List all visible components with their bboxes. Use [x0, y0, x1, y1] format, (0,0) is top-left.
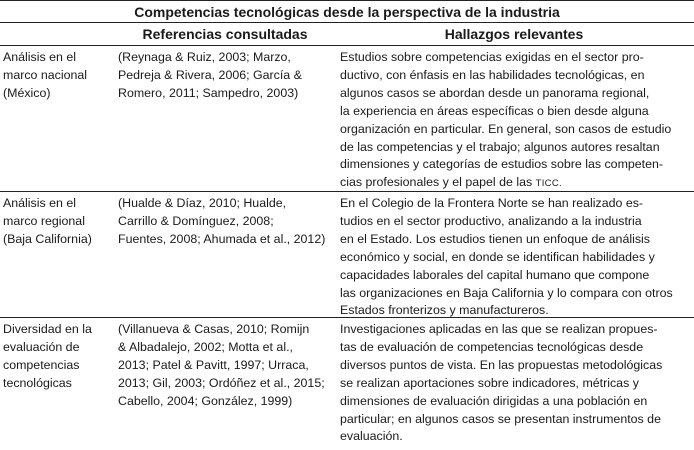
header-findings: Hallazgos relevantes — [444, 26, 584, 42]
finding-line: dimensiones y categorías de estudios sobre las competen- — [340, 157, 664, 172]
reference-line: (Hualde & Díaz, 2010; Hualde, — [118, 196, 287, 210]
references-cell — [116, 46, 334, 191]
finding-line-last — [340, 174, 686, 193]
finding-line: algunos casos se abordan desde un panorama regional, — [340, 85, 650, 100]
reference-line: Cabello, 2004; González, 1999) — [118, 393, 293, 408]
finding-line: diversos puntos de vista. En las propuestas metodológicas — [340, 357, 663, 372]
header-area — [0, 23, 116, 45]
finding-line: de las competencias y el trabajo; algunos autores resaltan — [340, 139, 660, 154]
area-cell — [0, 46, 116, 191]
reference-line: & Albadalejo, 2002; Motta et al., — [118, 339, 293, 354]
reference-line: (Villanueva & Casas, 2010; Romijn — [118, 322, 310, 336]
finding-line: las organizaciones en Baja California y lo compara con otros — [340, 285, 673, 300]
references-cell — [116, 192, 334, 317]
header-references: Referencias consultadas — [142, 26, 308, 42]
finding-line: capacidades laborales del capital humano que compone — [340, 267, 650, 282]
area-line: Análisis en el — [3, 196, 77, 210]
reference-line: (Reynaga & Ruiz, 2003; Marzo, — [118, 50, 291, 64]
area-line: competencias — [3, 357, 80, 372]
finding-line: la experiencia en áreas específicas o bien desde alguna — [340, 103, 649, 118]
ticc-acronym: TICC. — [535, 178, 562, 190]
reference-line: Pedreja & Rivera, 2006; García & — [118, 67, 302, 82]
table-row — [0, 46, 694, 192]
reference-line: Carrillo & Domínguez, 2008; — [118, 213, 274, 228]
finding-line: Investigaciones aplicadas en las que se realizan propues- — [340, 322, 658, 336]
finding-line: dimensiones de evaluación dirigidas a una población en — [340, 393, 648, 408]
finding-line: tudios en el sector productivo, analizando a la industria — [340, 213, 642, 228]
finding-line: ductivo, con énfasis en las habilidades tecnológicas, en — [340, 67, 645, 82]
finding-line: En el Colegio de la Frontera Norte se han realizado es- — [340, 196, 644, 210]
finding-line: Estudios sobre competencias exigidas en el sector pro- — [340, 50, 644, 64]
reference-line: Fuentes, 2008; Ahumada et al., 2012) — [118, 231, 326, 246]
area-line: marco regional — [3, 213, 85, 228]
area-line: Diversidad en la — [3, 322, 92, 336]
table-row — [0, 192, 694, 318]
table-row — [0, 318, 694, 450]
reference-line: 2013; Patel & Pavitt, 1997; Urraca, — [118, 357, 309, 372]
finding-line: en el Estado. Los estudios tienen un enfoque de análisis — [340, 231, 650, 246]
reference-line: 2013; Gil, 2003; Ordóñez et al., 2015; — [118, 375, 325, 390]
area-cell — [0, 192, 116, 317]
area-cell — [0, 318, 116, 450]
finding-line: Estados fronterizos y manufactureros. — [340, 303, 549, 318]
finding-line: organización en particular. En general, son casos de estudio — [340, 121, 672, 136]
finding-line: evaluación. — [340, 429, 403, 444]
area-line: evaluación de — [3, 339, 80, 354]
findings-cell — [334, 192, 694, 317]
findings-cell — [334, 46, 694, 191]
finding-text: cias profesionales y el papel de las — [340, 175, 536, 190]
area-line: Análisis en el — [3, 50, 77, 64]
table-header-row — [0, 23, 694, 46]
finding-line: tas de evaluación de competencias tecnológicas desde — [340, 339, 644, 354]
area-line: (México) — [3, 85, 51, 100]
area-line: (Baja California) — [3, 231, 92, 246]
reference-line: Romero, 2011; Sampedro, 2003) — [118, 85, 299, 100]
finding-line: económico y social, en donde se identifican habilidades y — [340, 249, 655, 264]
table-title: Competencias tecnológicas desde la perspectiva de la industria — [0, 0, 694, 23]
area-line: marco nacional — [3, 67, 88, 82]
area-line: tecnológicas — [3, 375, 72, 390]
findings-cell — [334, 318, 694, 450]
finding-line: particular; en algunos casos se presentan instrumentos de — [340, 411, 661, 426]
finding-line: se realizan aportaciones sobre indicadores, métricas y — [340, 375, 639, 390]
references-cell — [116, 318, 334, 450]
